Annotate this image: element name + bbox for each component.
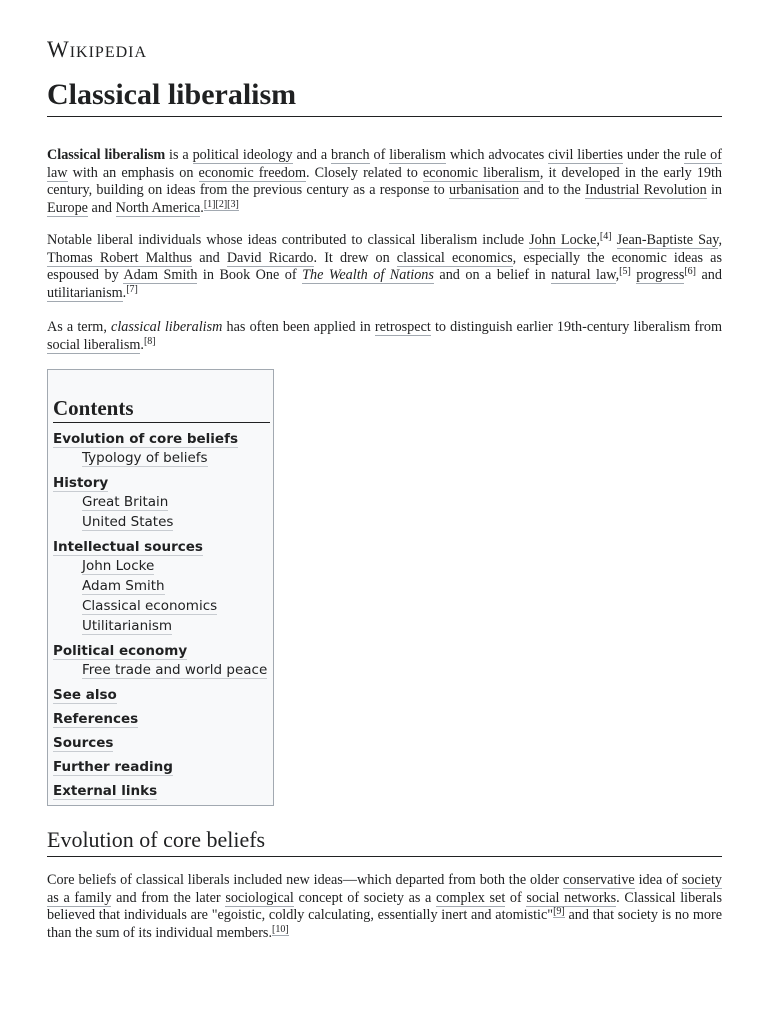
toc-item-further-reading[interactable] <box>53 759 173 775</box>
toc-item-united-states[interactable] <box>82 514 173 530</box>
toc-item-intellectual-sources[interactable] <box>53 539 203 555</box>
link-wealth-of-nations[interactable]: The Wealth of Nations <box>302 267 434 283</box>
italic-term: classical liberalism <box>111 319 223 335</box>
link-thomas-robert-malthus[interactable]: Thomas Robert Malthus <box>47 249 193 266</box>
toc-item-label: External links <box>53 783 158 799</box>
link-social-liberalism[interactable]: social liberalism <box>47 336 141 353</box>
toc-item-label: Classical economics <box>82 598 218 614</box>
text: in Book One of <box>197 267 303 283</box>
text: and <box>696 267 722 283</box>
citation-8[interactable]: [8] <box>143 335 156 347</box>
toc-item-label: Intellectual sources <box>53 539 203 555</box>
link-classical-economics[interactable]: classical economics <box>396 249 513 266</box>
citation-7[interactable]: [7] <box>126 283 138 295</box>
toc-item-great-britain[interactable] <box>82 494 168 510</box>
toc-item-label: Evolution of core beliefs <box>53 431 238 447</box>
text: . It drew on <box>313 249 397 266</box>
link-political-ideology[interactable]: political ideology <box>192 147 293 163</box>
toc-item-label: Utilitarianism <box>82 618 173 634</box>
text: of <box>369 147 390 163</box>
toc-item-free-trade-and-world-peace[interactable] <box>82 662 267 678</box>
text: of <box>505 889 527 906</box>
text: , <box>615 267 620 283</box>
citation-9[interactable]: [9] <box>553 906 565 917</box>
toc-item-classical-economics[interactable] <box>82 598 217 614</box>
text: and a <box>292 147 331 163</box>
toc-item-typology-of-beliefs[interactable] <box>82 450 208 466</box>
toc-item-external-links[interactable] <box>53 783 157 799</box>
text: which advocates <box>445 147 549 163</box>
text: . <box>140 336 144 353</box>
toc-item-adam-smith[interactable] <box>82 578 165 594</box>
citation-4[interactable]: [4] <box>599 231 612 242</box>
link-branch[interactable]: branch <box>331 147 370 163</box>
text: , <box>596 232 600 248</box>
link-rule-of-law[interactable]: rule of law <box>47 147 722 181</box>
toc-item-label: Further reading <box>53 759 173 775</box>
text: . Closely related to <box>306 164 423 181</box>
table-of-contents <box>47 369 274 806</box>
link-john-locke[interactable]: John Locke <box>529 232 597 248</box>
link-urbanisation[interactable]: urbanisation <box>448 182 520 198</box>
toc-item-label: Great Britain <box>82 494 169 510</box>
link-europe[interactable]: Europe <box>47 199 88 216</box>
toc-item-label: References <box>53 711 139 727</box>
toc-item-label: Free trade and world peace <box>82 662 268 678</box>
toc-item-label: Typology of beliefs <box>82 450 208 466</box>
wikipedia-wordmark[interactable]: Wikipedia <box>47 37 148 62</box>
text: under the <box>622 147 685 163</box>
toc-item-evolution-of-core-beliefs[interactable] <box>53 431 238 447</box>
toc-item-sources[interactable] <box>53 735 113 751</box>
text: to distinguish earlier 19th-century liberalism from <box>430 319 722 335</box>
text: . <box>122 284 127 301</box>
text: and on a belief in <box>433 267 552 283</box>
intro-paragraph-1 <box>47 147 722 217</box>
text: and <box>192 249 227 266</box>
link-complex-set[interactable]: complex set <box>436 889 506 906</box>
link-adam-smith[interactable]: Adam Smith <box>123 267 198 283</box>
text: and <box>87 199 116 216</box>
text: and that society is no more than the sum of its individual members. <box>47 907 723 941</box>
link-jean-baptiste-say[interactable]: Jean-Baptiste Say <box>616 232 719 248</box>
toc-item-utilitarianism[interactable] <box>82 618 172 634</box>
section-paragraph-1 <box>47 872 722 942</box>
section-heading-evolution-of-core-beliefs: Evolution of core beliefs <box>47 826 722 857</box>
link-conservative[interactable]: conservative <box>563 872 635 888</box>
text: . <box>200 199 204 216</box>
text: Notable liberal individuals whose ideas contributed to classical liberalism include <box>47 232 530 248</box>
toc-item-references[interactable] <box>53 711 138 727</box>
link-sociological[interactable]: sociological <box>225 889 294 906</box>
intro-paragraph-3 <box>47 319 722 354</box>
text: As a term, <box>47 319 112 335</box>
toc-item-see-also[interactable] <box>53 687 117 703</box>
toc-item-label: History <box>53 475 109 491</box>
citation-1-2-3[interactable]: [1][2][3] <box>203 198 239 210</box>
text: Core beliefs of classical liberals included new ideas—which departed from both the older <box>47 872 564 888</box>
toc-item-political-economy[interactable] <box>53 643 187 659</box>
toc-item-label: See also <box>53 687 117 703</box>
toc-item-john-locke[interactable] <box>82 558 154 574</box>
link-david-ricardo[interactable]: David Ricardo <box>226 249 314 266</box>
link-retrospect[interactable]: retrospect <box>374 319 431 335</box>
bold-subject: Classical liberalism <box>47 147 166 163</box>
link-social-networks[interactable]: social networks <box>526 889 617 906</box>
toc-item-history[interactable] <box>53 475 108 491</box>
link-natural-law[interactable]: natural law <box>551 267 616 283</box>
citation-6[interactable]: [6] <box>684 266 697 277</box>
text: is a <box>165 147 193 163</box>
link-civil-liberties[interactable]: civil liberties <box>548 147 623 163</box>
link-economic-liberalism[interactable]: economic liberalism <box>422 164 540 181</box>
toc-item-label: Adam Smith <box>82 578 165 594</box>
text: idea of <box>634 872 682 888</box>
text: and from the later <box>111 889 226 906</box>
text: , it developed in the early 19th century, building on ideas from the previous century as a response to <box>47 164 723 198</box>
toc-item-label: Political economy <box>53 643 188 659</box>
citation-5[interactable]: [5] <box>619 266 631 277</box>
toc-item-label: Sources <box>53 735 114 751</box>
link-liberalism[interactable]: liberalism <box>389 147 446 163</box>
link-north-america[interactable]: North America <box>115 199 201 216</box>
text: with an emphasis on <box>67 164 199 181</box>
link-industrial-revolution[interactable]: Industrial Revolution <box>585 182 707 198</box>
text: has often been applied in <box>222 319 375 335</box>
text: . Classical liberals believed that individuals are "egoistic, coldly calculating, essentially inert and atomistic" <box>47 889 722 923</box>
text: concept of society as a <box>293 889 437 906</box>
link-utilitarianism[interactable]: utilitarianism <box>47 284 123 301</box>
toc-item-label: John Locke <box>82 558 155 574</box>
text: in <box>706 182 722 198</box>
link-progress[interactable]: progress <box>636 267 685 283</box>
citation-10[interactable]: [10] <box>272 923 289 935</box>
toc-item-label: United States <box>82 514 174 530</box>
link-society-as-a-family[interactable]: society as a family <box>47 872 722 906</box>
link-economic-freedom[interactable]: economic freedom <box>198 164 307 181</box>
text: and to the <box>519 182 586 198</box>
intro-paragraph-2 <box>47 232 722 302</box>
toc-title: Contents <box>53 394 270 423</box>
text <box>612 232 617 248</box>
page-title: Classical liberalism <box>47 77 722 117</box>
text: , <box>718 232 722 248</box>
text: , especially the economic ideas as espoused by <box>47 249 722 283</box>
